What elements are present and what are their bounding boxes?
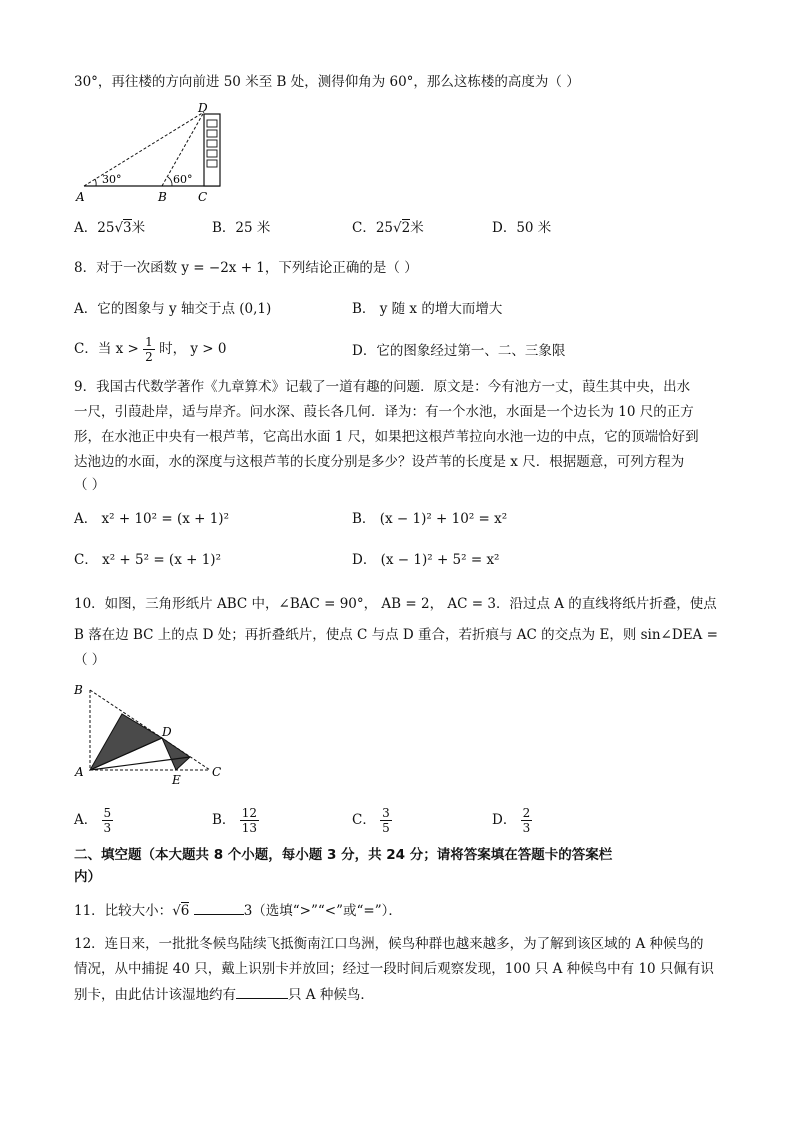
answer-blank[interactable] — [236, 984, 288, 999]
q12-line-2: 情况，从中捕捉 40 只，戴上识别卡并放回；经过一段时间后观察发现，100 只 A 种候鸟中有 10 只佩有识 — [74, 961, 714, 977]
q12-line-3: 别卡，由此估计该湿地约有 只 A 种候鸟． — [74, 984, 754, 1005]
q7-option-a: A．25√3米 — [74, 220, 146, 236]
q10-line-2: B 落在边 BC 上的点 D 处；再折叠纸片，使点 C 与点 D 重合，若折痕与 AC 的交点为 E，则 sin∠DEA = — [74, 627, 718, 643]
q10-option-c: C． $\frac{3}{5}$ — [352, 806, 390, 835]
q7-option-c: C．25√2米 — [352, 220, 424, 236]
section-heading-cont: 内） — [74, 869, 101, 885]
section-heading: 二、填空题（本大题共 8 个小题，每小题 3 分，共 24 分；请将答案填在答题卡的答案栏 — [74, 847, 613, 863]
q9-option-b: B． (x − 1)² + 10² = x² — [352, 511, 508, 527]
q10-line-3: （ ） — [74, 652, 106, 668]
q8-option-d: D．它的图象经过第一、二、三象限 — [352, 343, 566, 359]
q7-option-d: D．50 米 — [492, 220, 552, 236]
q8-option-b: B． y 随 x 的增大而增大 — [352, 301, 503, 317]
q9-line-3: 形，在水池正中央有一根芦苇，它高出水面 1 尺，如果把这根芦苇拉向水池一边的中点，它的顶端恰好到 — [74, 429, 699, 445]
answer-blank[interactable] — [194, 900, 244, 915]
q9-line-4: 达池边的水面，水的深度与这根芦苇的长度分别是多少？设芦苇的长度是 x 尺．根据题意，可列方程为 — [74, 454, 685, 470]
q11: 11．比较大小：√6 3（选填“>”“<”或“=”）． — [74, 900, 754, 921]
label-C: C — [198, 190, 208, 204]
label-B: B — [158, 190, 167, 204]
sqrt-icon: √ — [172, 903, 181, 919]
q9-line-2: 一尺，引葭赴岸，适与岸齐。问水深、葭长各几何．译为：有一个水池，水面是一个边长为 10 尺的正方 — [74, 404, 694, 420]
q8-option-a: A．它的图象与 y 轴交于点 (0,1) — [74, 301, 272, 317]
q9-line-5: （ ） — [74, 477, 106, 493]
q7-figure — [72, 100, 232, 208]
q7-option-b: B．25 米 — [212, 220, 271, 236]
label-B: B — [74, 683, 83, 697]
label-D: D — [162, 725, 172, 739]
label-E: E — [172, 773, 181, 787]
sqrt-icon: √ — [393, 220, 402, 236]
fraction: $\frac{5}{3}$ — [103, 806, 112, 835]
q8-option-c: C．当 x > $\frac{1}{2}$ 时， y > 0 — [74, 335, 227, 364]
q9-option-d: D． (x − 1)² + 5² = x² — [352, 552, 500, 568]
q7-stem: 30°，再往楼的方向前进 50 米至 B 处，测得仰角为 60°，那么这栋楼的高度为（ ） — [74, 74, 580, 90]
label-A: A — [75, 765, 84, 779]
angle-60: 60° — [173, 173, 193, 186]
q9-option-c: C． x² + 5² = (x + 1)² — [74, 552, 221, 568]
fraction: $\frac{12}{13}$ — [241, 806, 257, 835]
label-D: D — [198, 101, 208, 115]
label-A: A — [76, 190, 85, 204]
label-C: C — [212, 765, 222, 779]
q10-option-d: D． $\frac{2}{3}$ — [492, 806, 531, 835]
angle-30: 30° — [102, 173, 122, 186]
fraction: $\frac{1}{2}$ — [145, 335, 153, 364]
q12-line-1: 12．连日来，一批批冬候鸟陆续飞抵衡南江口鸟洲，候鸟种群也越来越多，为了解到该区域的 A 种候鸟的 — [74, 936, 704, 952]
q10-option-a: A． $\frac{5}{3}$ — [74, 806, 112, 835]
q10-line-1: 10．如图，三角形纸片 ABC 中，∠BAC = 90°， AB = 2， AC = 3．沿过点 A 的直线将纸片折叠，使点 — [74, 596, 717, 612]
q9-option-a: A． x² + 10² = (x + 1)² — [74, 511, 229, 527]
sqrt-icon: √ — [114, 220, 124, 236]
q10-option-b: B． $\frac{12}{13}$ — [212, 806, 257, 835]
folded-triangle-dec — [162, 738, 190, 770]
fraction: $\frac{3}{5}$ — [382, 806, 390, 835]
q8-stem: 8．对于一次函数 y = −2x + 1，下列结论正确的是（ ） — [74, 260, 418, 276]
q10-figure — [72, 680, 232, 788]
fraction: $\frac{2}{3}$ — [522, 806, 531, 835]
q9-line-1: 9．我国古代数学著作《九章算术》记载了一道有趣的问题．原文是：今有池方一丈，葭生其中央，出水 — [74, 379, 691, 395]
